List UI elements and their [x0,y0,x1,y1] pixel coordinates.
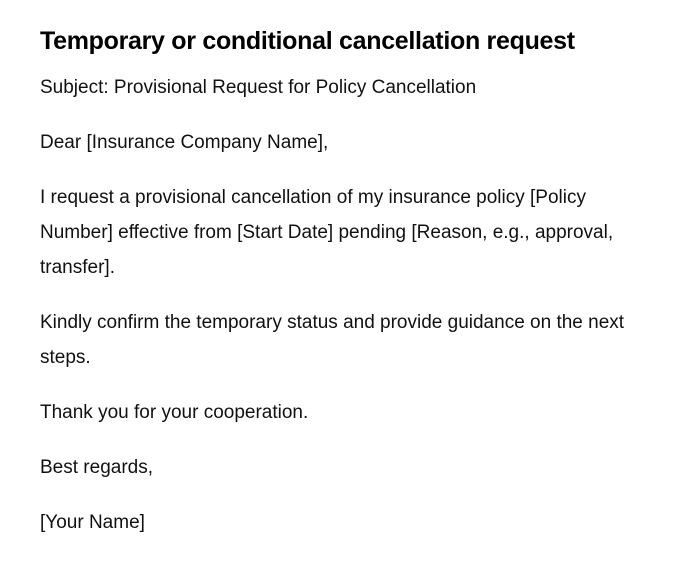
document-title: Temporary or conditional cancellation request [40,27,575,55]
signature: [Your Name] [40,512,145,533]
greeting: Dear [Insurance Company Name], [40,132,329,153]
body-paragraph-confirmation: Kindly confirm the temporary status and provide guidance on the next steps. [40,312,625,368]
subject-line: Subject: Provisional Request for Policy Cancellation [40,77,477,98]
closing: Best regards, [40,457,153,478]
body-paragraph-request: I request a provisional cancellation of my insurance policy [Policy Number] effective from [Start Date] pending [Reason, e.g., approval, transfer]. [40,187,614,278]
body-paragraph-thanks: Thank you for your cooperation. [40,402,309,423]
